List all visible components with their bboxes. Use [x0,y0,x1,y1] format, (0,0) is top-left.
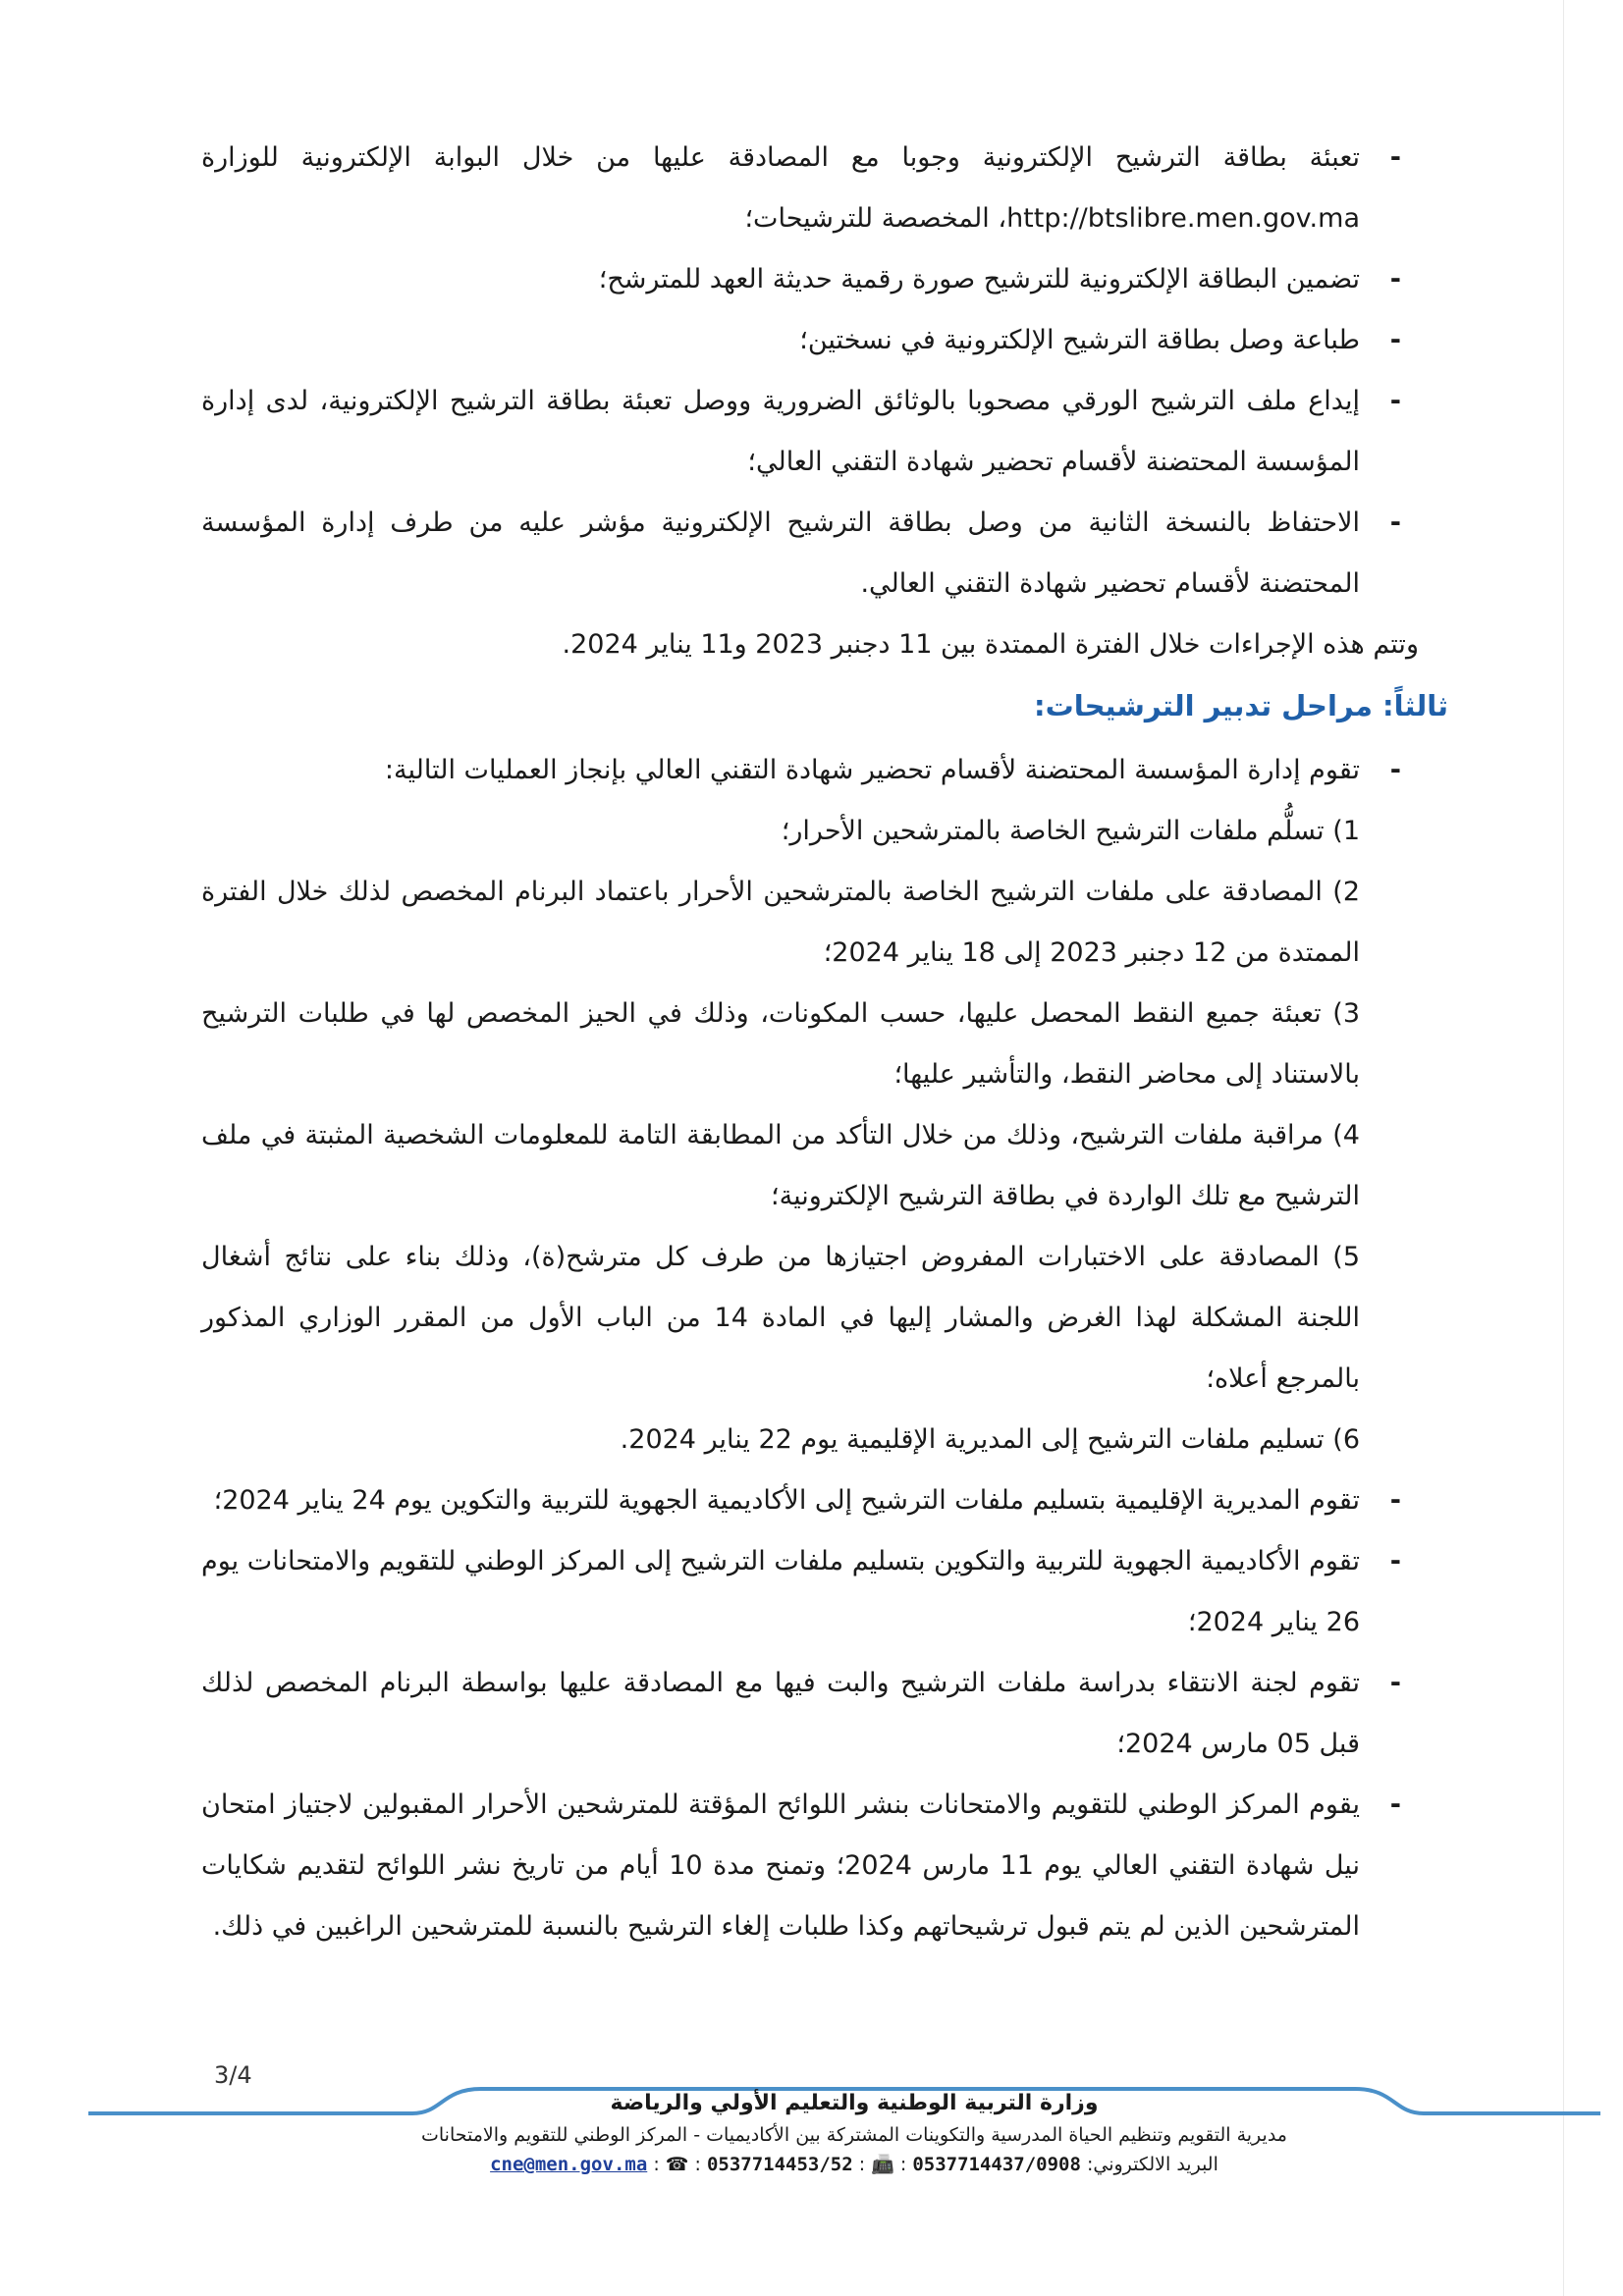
phone-icon: ☎ [665,2154,689,2175]
bullet-text: تقوم المديرية الإقليمية بتسليم ملفات الترشيح إلى الأكاديمية الجهوية للتربية والتكوين يوم 24 يناير 2024؛ [213,1485,1360,1516]
separator: : [694,2154,707,2175]
bullet-dash: - [1389,1546,1401,1576]
bullet-text: تقوم إدارة المؤسسة المحتضنة لأقسام تحضير شهادة التقني العالي بإنجاز العمليات التالية: [384,755,1360,785]
item-text: المصادقة على الاختبارات المفروض اجتيازها من طرف كل مترشح(ة)، وذلك بناء على نتائج أشغال اللجنة المشكلة لهذا الغرض والمشار إليها في المادة 14 من الباب الأول من المقرر الوزاري المذكور بالمرجع أعلاه؛ [201,1242,1361,1394]
bullet-item [201,1470,1401,1531]
bullet-dash: - [1389,142,1401,173]
item-number: 4) [1332,1120,1360,1150]
page-number: 3/4 [214,2061,252,2089]
numbered-item [201,1410,1360,1470]
item-number: 6) [1332,1424,1360,1455]
item-number: 1) [1332,816,1360,846]
page-footer [324,2087,1384,2179]
bullet-dash: - [1389,507,1401,538]
bullet-text: الاحتفاظ بالنسخة الثانية من وصل بطاقة الترشيح الإلكترونية مؤشر عليه من طرف إدارة المؤسسة المحتضنة لأقسام تحضير شهادة التقني العالي. [201,507,1360,599]
section-heading: ثالثاً: مراحل تدبير الترشيحات: [1033,689,1448,722]
bullet-dash: - [1389,1668,1401,1698]
separator: : [899,2154,913,2175]
item-text: مراقبة ملفات الترشيح، وذلك من خلال التأكد من المطابقة التامة للمعلومات الشخصية المثبتة في ملف الترشيح مع تلك الواردة في بطاقة الترشيح الإلكترونية؛ [201,1120,1360,1211]
bullet-text: تعبئة بطاقة الترشيح الإلكترونية وجوبا مع المصادقة عليها من خلال البوابة الإلكترونية للوزارة http://btslibre.men.gov.ma، المخصصة للترشيحات؛ [201,142,1360,234]
bullet-item [201,740,1401,801]
bullet-item [201,371,1401,493]
bullet-dash: - [1389,325,1401,355]
separator: : [858,2154,872,2175]
footer-ministry: وزارة التربية الوطنية والتعليم الأولي والرياضة [610,2091,1099,2115]
bullet-item [201,1775,1401,1957]
bullet-text: تقوم الأكاديمية الجهوية للتربية والتكوين بتسليم ملفات الترشيح إلى المركز الوطني للتقويم والامتحانات يوم 26 يناير 2024؛ [201,1546,1360,1637]
bullet-dash: - [1389,1789,1401,1820]
separator: : [653,2154,666,2175]
numbered-item [201,1227,1360,1410]
bullet-item [201,1531,1401,1653]
document-body [201,128,1448,1957]
bullet-text: طباعة وصل بطاقة الترشيح الإلكترونية في نسختين؛ [799,325,1360,355]
item-number: 5) [1332,1242,1360,1272]
item-number: 2) [1332,877,1360,907]
phone-number: 0537714453/52 [706,2154,853,2175]
bullet-dash: - [1389,264,1401,294]
bullet-item [201,310,1401,371]
email-label: البريد الالكتروني: [1086,2154,1218,2175]
page-edge-line [1563,0,1564,2296]
item-text: تعبئة جميع النقط المحصل عليها، حسب المكونات، وذلك في الحيز المخصص لها في طلبات الترشيح بالاستناد إلى محاضر النقط، والتأشير عليها؛ [201,998,1360,1090]
numbered-item [201,984,1360,1105]
footer-directorate: مديرية التقويم وتنظيم الحياة المدرسية والتكوينات المشتركة بين الأكاديميات - المركز الوطني للتقويم والامتحانات [421,2124,1287,2146]
bullet-item [201,128,1401,249]
bullet-text: تقوم لجنة الانتقاء بدراسة ملفات الترشيح والبت فيها مع المصادقة عليها بواسطة البرنام المخصص لذلك قبل 05 مارس 2024؛ [201,1668,1360,1759]
bullet-dash: - [1389,386,1401,416]
bullet-item [201,493,1401,614]
fax-number: 0537714437/0908 [912,2154,1081,2175]
item-text: تسليم ملفات الترشيح إلى المديرية الإقليمية يوم 22 يناير 2024. [620,1424,1325,1455]
bullet-item [201,249,1401,310]
numbered-item [201,862,1360,984]
bullet-text: تضمين البطاقة الإلكترونية للترشيح صورة رقمية حديثة العهد للمترشح؛ [598,264,1360,294]
bullet-text: يقوم المركز الوطني للتقويم والامتحانات بنشر اللوائح المؤقتة للمترشحين الأحرار المقبولين لاجتياز امتحان نيل شهادة التقني العالي يوم 11 مارس 2024؛ وتمنح مدة 10 أيام من تاريخ نشر اللوائح لتقديم شكايات المترشحين الذين لم يتم قبول ترشيحاتهم وكذا طلبات إلغاء الترشيح بالنسبة للمترشحين الراغبين في ذلك. [201,1789,1360,1942]
bullet-dash: - [1389,1485,1401,1516]
period-sentence: وتتم هذه الإجراءات خلال الفترة الممتدة بين 11 دجنبر 2023 و11 يناير 2024. [562,629,1419,660]
email-link[interactable]: cne@men.gov.ma [490,2154,648,2175]
numbered-item [201,1105,1360,1227]
item-number: 3) [1332,998,1360,1029]
item-text: المصادقة على ملفات الترشيح الخاصة بالمترشحين الأحرار باعتماد البرنام المخصص لذلك خلال الفترة الممتدة من 12 دجنبر 2023 إلى 18 يناير 2024؛ [201,877,1360,968]
footer-contact [324,2150,1384,2179]
bullet-dash: - [1389,755,1401,785]
bullet-text: إيداع ملف الترشيح الورقي مصحوبا بالوثائق الضرورية ووصل تعبئة بطاقة الترشيح الإلكترونية، لدى إدارة المؤسسة المحتضنة لأقسام تحضير شهادة التقني العالي؛ [201,386,1360,477]
fax-icon: 📠 [871,2154,894,2175]
item-text: تسلُّم ملفات الترشيح الخاصة بالمترشحين الأحرار؛ [781,816,1325,846]
numbered-item [201,801,1360,862]
bullet-item [201,1653,1401,1775]
